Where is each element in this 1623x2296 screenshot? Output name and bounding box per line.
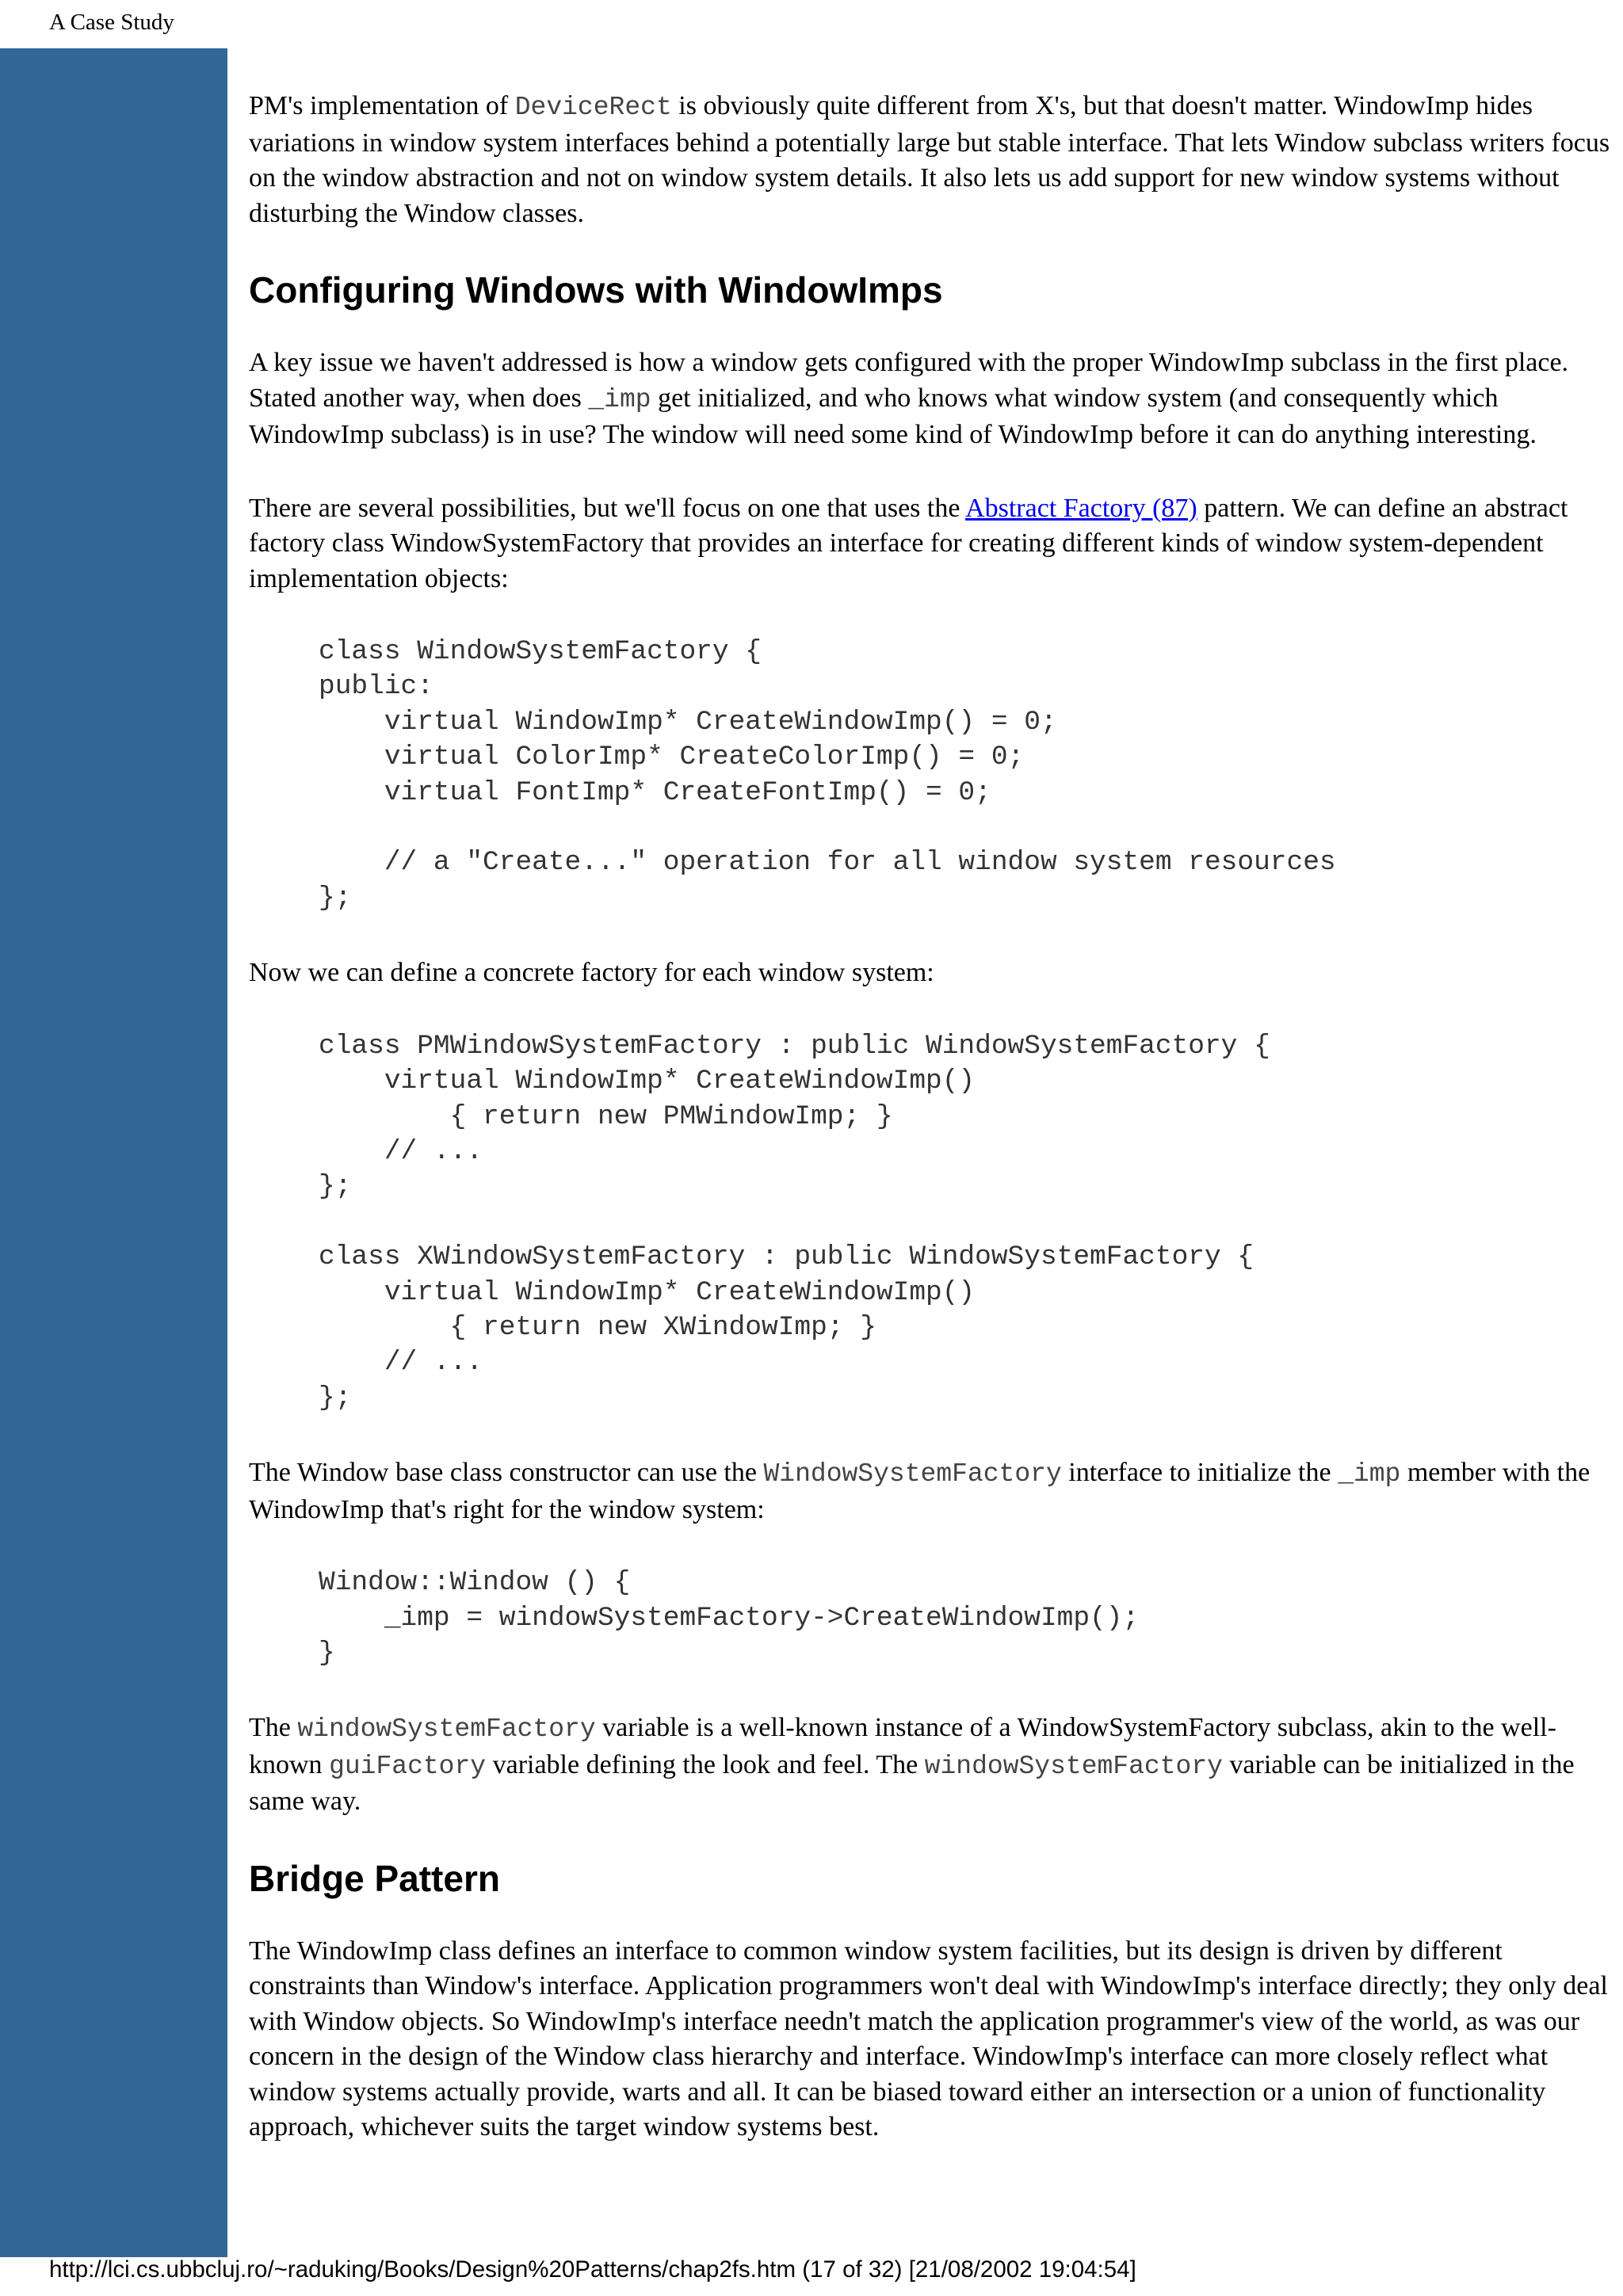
paragraph-window-system-factory-variable — [249, 1711, 1612, 1820]
paragraph-text: interface to initialize the — [1061, 1458, 1338, 1488]
paragraph-text: The — [249, 1713, 298, 1743]
paragraph-base-constructor — [249, 1455, 1612, 1527]
paragraph-possibilities — [249, 491, 1612, 597]
inline-code-windowsystemfactory-var: windowSystemFactory — [924, 1751, 1223, 1781]
paragraph-key-issue — [249, 345, 1612, 453]
inline-code-imp: _imp — [588, 384, 651, 414]
heading-bridge-pattern: Bridge Pattern — [249, 1857, 500, 1899]
document-content — [249, 89, 1612, 2145]
paragraph-text: The Window base class constructor can use the — [249, 1458, 764, 1488]
paragraph-text: variable can be initialized in the same way. — [249, 1749, 1575, 1817]
inline-code-devicerect: DeviceRect — [514, 93, 672, 122]
paragraph-text: A key issue we haven't addressed is how a window gets configured with the proper WindowImp subclass in the first place. Stated another way, when does — [249, 348, 1569, 413]
paragraph-text: There are several possibilities, but we'll focus on one that uses the — [249, 493, 966, 523]
paragraph-concrete-factory: Now we can define a concrete factory for each window system: — [249, 958, 934, 988]
paragraph-text: PM's implementation of — [249, 91, 515, 120]
inline-code-guifactory: guiFactory — [329, 1751, 487, 1781]
inline-code-windowsystemfactory-var: windowSystemFactory — [297, 1714, 596, 1745]
paragraph-text: variable defining the look and feel. The — [486, 1749, 925, 1779]
paragraph-text: variable is a well-known instance of a WindowSystemFactory subclass, akin to the well-known — [249, 1713, 1556, 1779]
paragraph-text: member with the WindowImp that's right for the window system: — [249, 1458, 1591, 1524]
inline-code-imp: _imp — [1338, 1459, 1401, 1489]
code-block-concrete-factories: class PMWindowSystemFactory : public WindowSystemFactory { virtual WindowImp* CreateWindowImp() { return new PMWindowImp; } // ... }; class XWindowSystemFactory : public WindowSystemFactory { virtual WindowImp* CreateWindowImp() { return new XWindowImp; } // ... }; — [319, 1030, 1270, 1413]
paragraph-text: get initialized, and who knows what window system (and consequently which WindowImp subclass) is in use? The window will need some kind of WindowImp before it can do anything interesting. — [249, 383, 1537, 449]
code-block-window-system-factory: class WindowSystemFactory { public: virtual WindowImp* CreateWindowImp() = 0; virtual ColorImp* CreateColorImp() = 0; virtual FontImp* CreateFontImp() = 0; // a "Create..." operation for all window system resources }; — [319, 636, 1336, 913]
inline-code-windowsystemfactory: WindowSystemFactory — [763, 1459, 1062, 1489]
code-block-window-constructor: Window::Window () { _imp = windowSystemFactory->CreateWindowImp(); } — [319, 1567, 1140, 1669]
page-header-title: A Case Study — [49, 10, 174, 35]
paragraph-text: pattern. We can define an abstract factory class WindowSystemFactory that provides an interface for creating different kinds of window system-dependent implementation objects: — [249, 493, 1568, 593]
paragraph-device-rect — [249, 89, 1612, 231]
heading-configuring-windows: Configuring Windows with WindowImps — [249, 269, 943, 311]
paragraph-windowimp-interface: The WindowImp class defines an interface to common window system facilities, but its design is driven by different constraints than Window's interface. Application programmers won't deal with WindowImp's interface directly; they only deal with Window objects. So WindowImp's interface needn't match the application programmer's view of the world, as was our concern in the design of the Window class hierarchy and interface. WindowImp's interface can more closely reflect what window systems actually provide, warts and all. It can be biased toward either an intersection or a union of functionality approach, whichever suits the target window systems best. — [249, 1936, 1608, 2142]
sidebar-bar — [0, 48, 227, 2257]
abstract-factory-link[interactable]: Abstract Factory (87) — [965, 493, 1197, 523]
page-footer-url: http://lci.cs.ubbcluj.ro/~raduking/Books/Design%20Patterns/chap2fs.htm (17 of 32) [21/08/2002 19:04:54] — [49, 2256, 1136, 2283]
paragraph-text: is obviously quite different from X's, but that doesn't matter. WindowImp hides variations in window system interfaces behind a potentially large but stable interface. That lets Window subclass writers focus on the window abstraction and not on window system details. It also lets us add support for new window systems without disturbing the Window classes. — [249, 91, 1610, 228]
